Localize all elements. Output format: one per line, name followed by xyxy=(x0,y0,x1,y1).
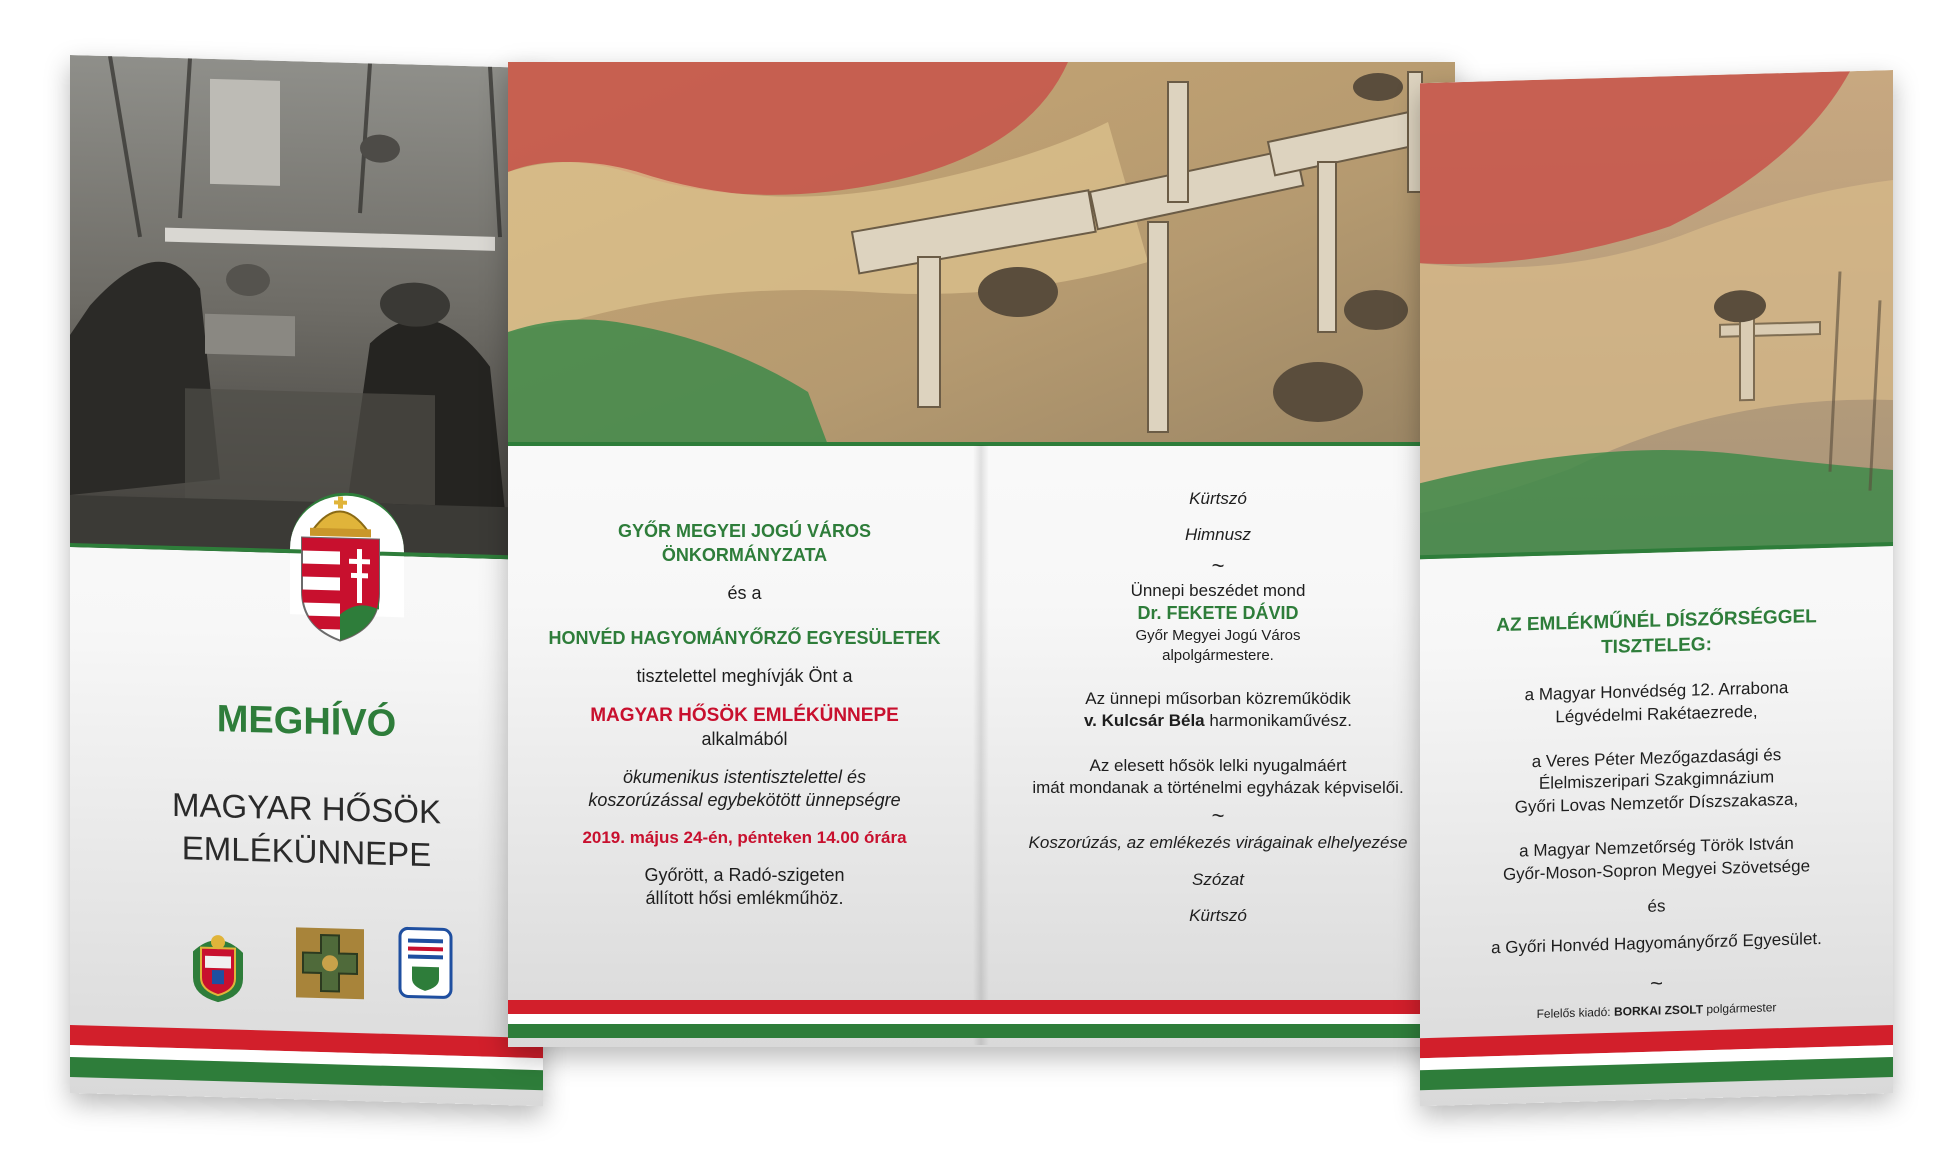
separator-tilde-3: ~ xyxy=(1650,970,1663,996)
unit3-line1: a Magyar Nemzetőrség Török István xyxy=(1519,834,1794,861)
publisher-label: Felelős kiadó: xyxy=(1536,1004,1614,1022)
unit3-line2: Győr-Moson-Sopron Megyei Szövetsége xyxy=(1502,856,1811,884)
separator-tilde-1: ~ xyxy=(1211,552,1225,578)
speech-intro: Ünnepi beszédet mond xyxy=(1130,580,1306,600)
inner-tricolor-stripes xyxy=(508,1000,1455,1038)
cover-tricolor-stripes xyxy=(70,1025,543,1090)
prayer-line2: imát mondanak a történelmi egyházak képviselői. xyxy=(1032,778,1404,797)
honor-guard-heading-line1: AZ EMLÉKMŰNÉL DÍSZŐRSÉGGEL xyxy=(1496,606,1817,637)
publisher-name: BORKAI ZSOLT xyxy=(1613,1002,1704,1019)
event-name: MAGYAR HŐSÖK EMLÉKÜNNEPE xyxy=(590,704,899,726)
event-description-line1: ökumenikus istentisztelettel és xyxy=(622,766,867,787)
performer-line xyxy=(981,710,1455,732)
program-item-anthem: Himnusz xyxy=(1184,525,1252,545)
traditionalist-association-badge-icon xyxy=(398,926,453,1000)
program-item-wreath: Koszorúzás, az emlékezés virágainak elhelyezése xyxy=(1028,833,1408,853)
occasion-text: alkalmából xyxy=(701,728,788,749)
organizer-name-line2: ÖNKORMÁNYZATA xyxy=(661,544,828,565)
unit2-line2: Élelmiszeripari Szakgimnázium xyxy=(1538,767,1775,794)
speaker-role-line1: Győr Megyei Jogú Város xyxy=(1135,627,1301,645)
hungarian-coat-of-arms-icon xyxy=(278,491,403,644)
speaker-role-line2: alpolgármestere. xyxy=(1162,646,1274,664)
back-photo xyxy=(1420,70,1893,559)
back-text-column xyxy=(1420,602,1893,1026)
program-performer-intro: Az ünnepi műsorban közreműködik xyxy=(1085,688,1351,708)
publisher-role: polgármester xyxy=(1703,1000,1777,1017)
event-place-line2: állított hősi emlékműhöz. xyxy=(645,888,844,909)
inner-spread-photo xyxy=(508,62,1455,445)
program-item-horn-2: Kürtszó xyxy=(1189,906,1247,926)
unit1-line1: a Magyar Honvédség 12. Arrabona xyxy=(1524,678,1789,705)
performer-name: v. Kulcsár Béla xyxy=(1083,711,1205,731)
cover-subtitle-line1: MAGYAR HŐSÖK xyxy=(172,785,441,831)
back-tricolor-stripes xyxy=(1420,1025,1893,1090)
prayer-line1: Az elesett hősök lelki nyugalmáért xyxy=(1089,755,1347,775)
inner-left-column xyxy=(508,520,981,911)
military-cross-emblem-icon xyxy=(295,926,365,1000)
unit2-line1: a Veres Péter Mezőgazdasági és xyxy=(1531,745,1782,772)
speaker-name: Dr. FEKETE DÁVID xyxy=(1137,603,1299,624)
unit2-line3: Győri Lovas Nemzetőr Díszszakasza, xyxy=(1514,789,1799,817)
cover-panel xyxy=(70,55,543,1106)
program-item-szozat: Szózat xyxy=(1192,869,1244,889)
organizer-name-line1: GYŐR MEGYEI JOGÚ VÁROS xyxy=(617,521,872,541)
unit1-line2: Légvédelmi Rakétaezrede, xyxy=(1555,701,1758,727)
organizer-name-2: HONVÉD HAGYOMÁNYŐRZŐ EGYESÜLETEK xyxy=(548,628,941,649)
cover-title: MEGHÍVÓ xyxy=(216,698,397,746)
separator-tilde-2: ~ xyxy=(1211,803,1225,829)
event-place-line1: Győrött, a Radó-szigeten xyxy=(644,864,845,885)
cover-photo xyxy=(70,55,543,560)
inner-right-column xyxy=(981,488,1455,928)
inner-spread-panel xyxy=(508,62,1455,1047)
program-item-horn-1: Kürtszó xyxy=(1189,489,1247,508)
honor-guard-heading-line2: TISZTELEG: xyxy=(1601,634,1712,659)
performer-role: harmonikaművész. xyxy=(1204,711,1353,731)
conjunction-text: és a xyxy=(727,582,762,603)
back-panel xyxy=(1420,70,1893,1106)
unit4: a Győri Honvéd Hagyományőrző Egyesület. xyxy=(1491,928,1822,957)
event-date: 2019. május 24-én, pénteken 14.00 órára xyxy=(582,828,907,848)
invitation-text: tisztelettel meghívják Önt a xyxy=(636,666,853,686)
event-description-line2: koszorúzással egybekötött ünnepségre xyxy=(588,790,901,811)
gyor-city-coat-of-arms-icon xyxy=(183,931,253,1005)
cover-subtitle-line2: EMLÉKÜNNEPE xyxy=(181,829,432,874)
conjunction-es: és xyxy=(1647,896,1666,917)
